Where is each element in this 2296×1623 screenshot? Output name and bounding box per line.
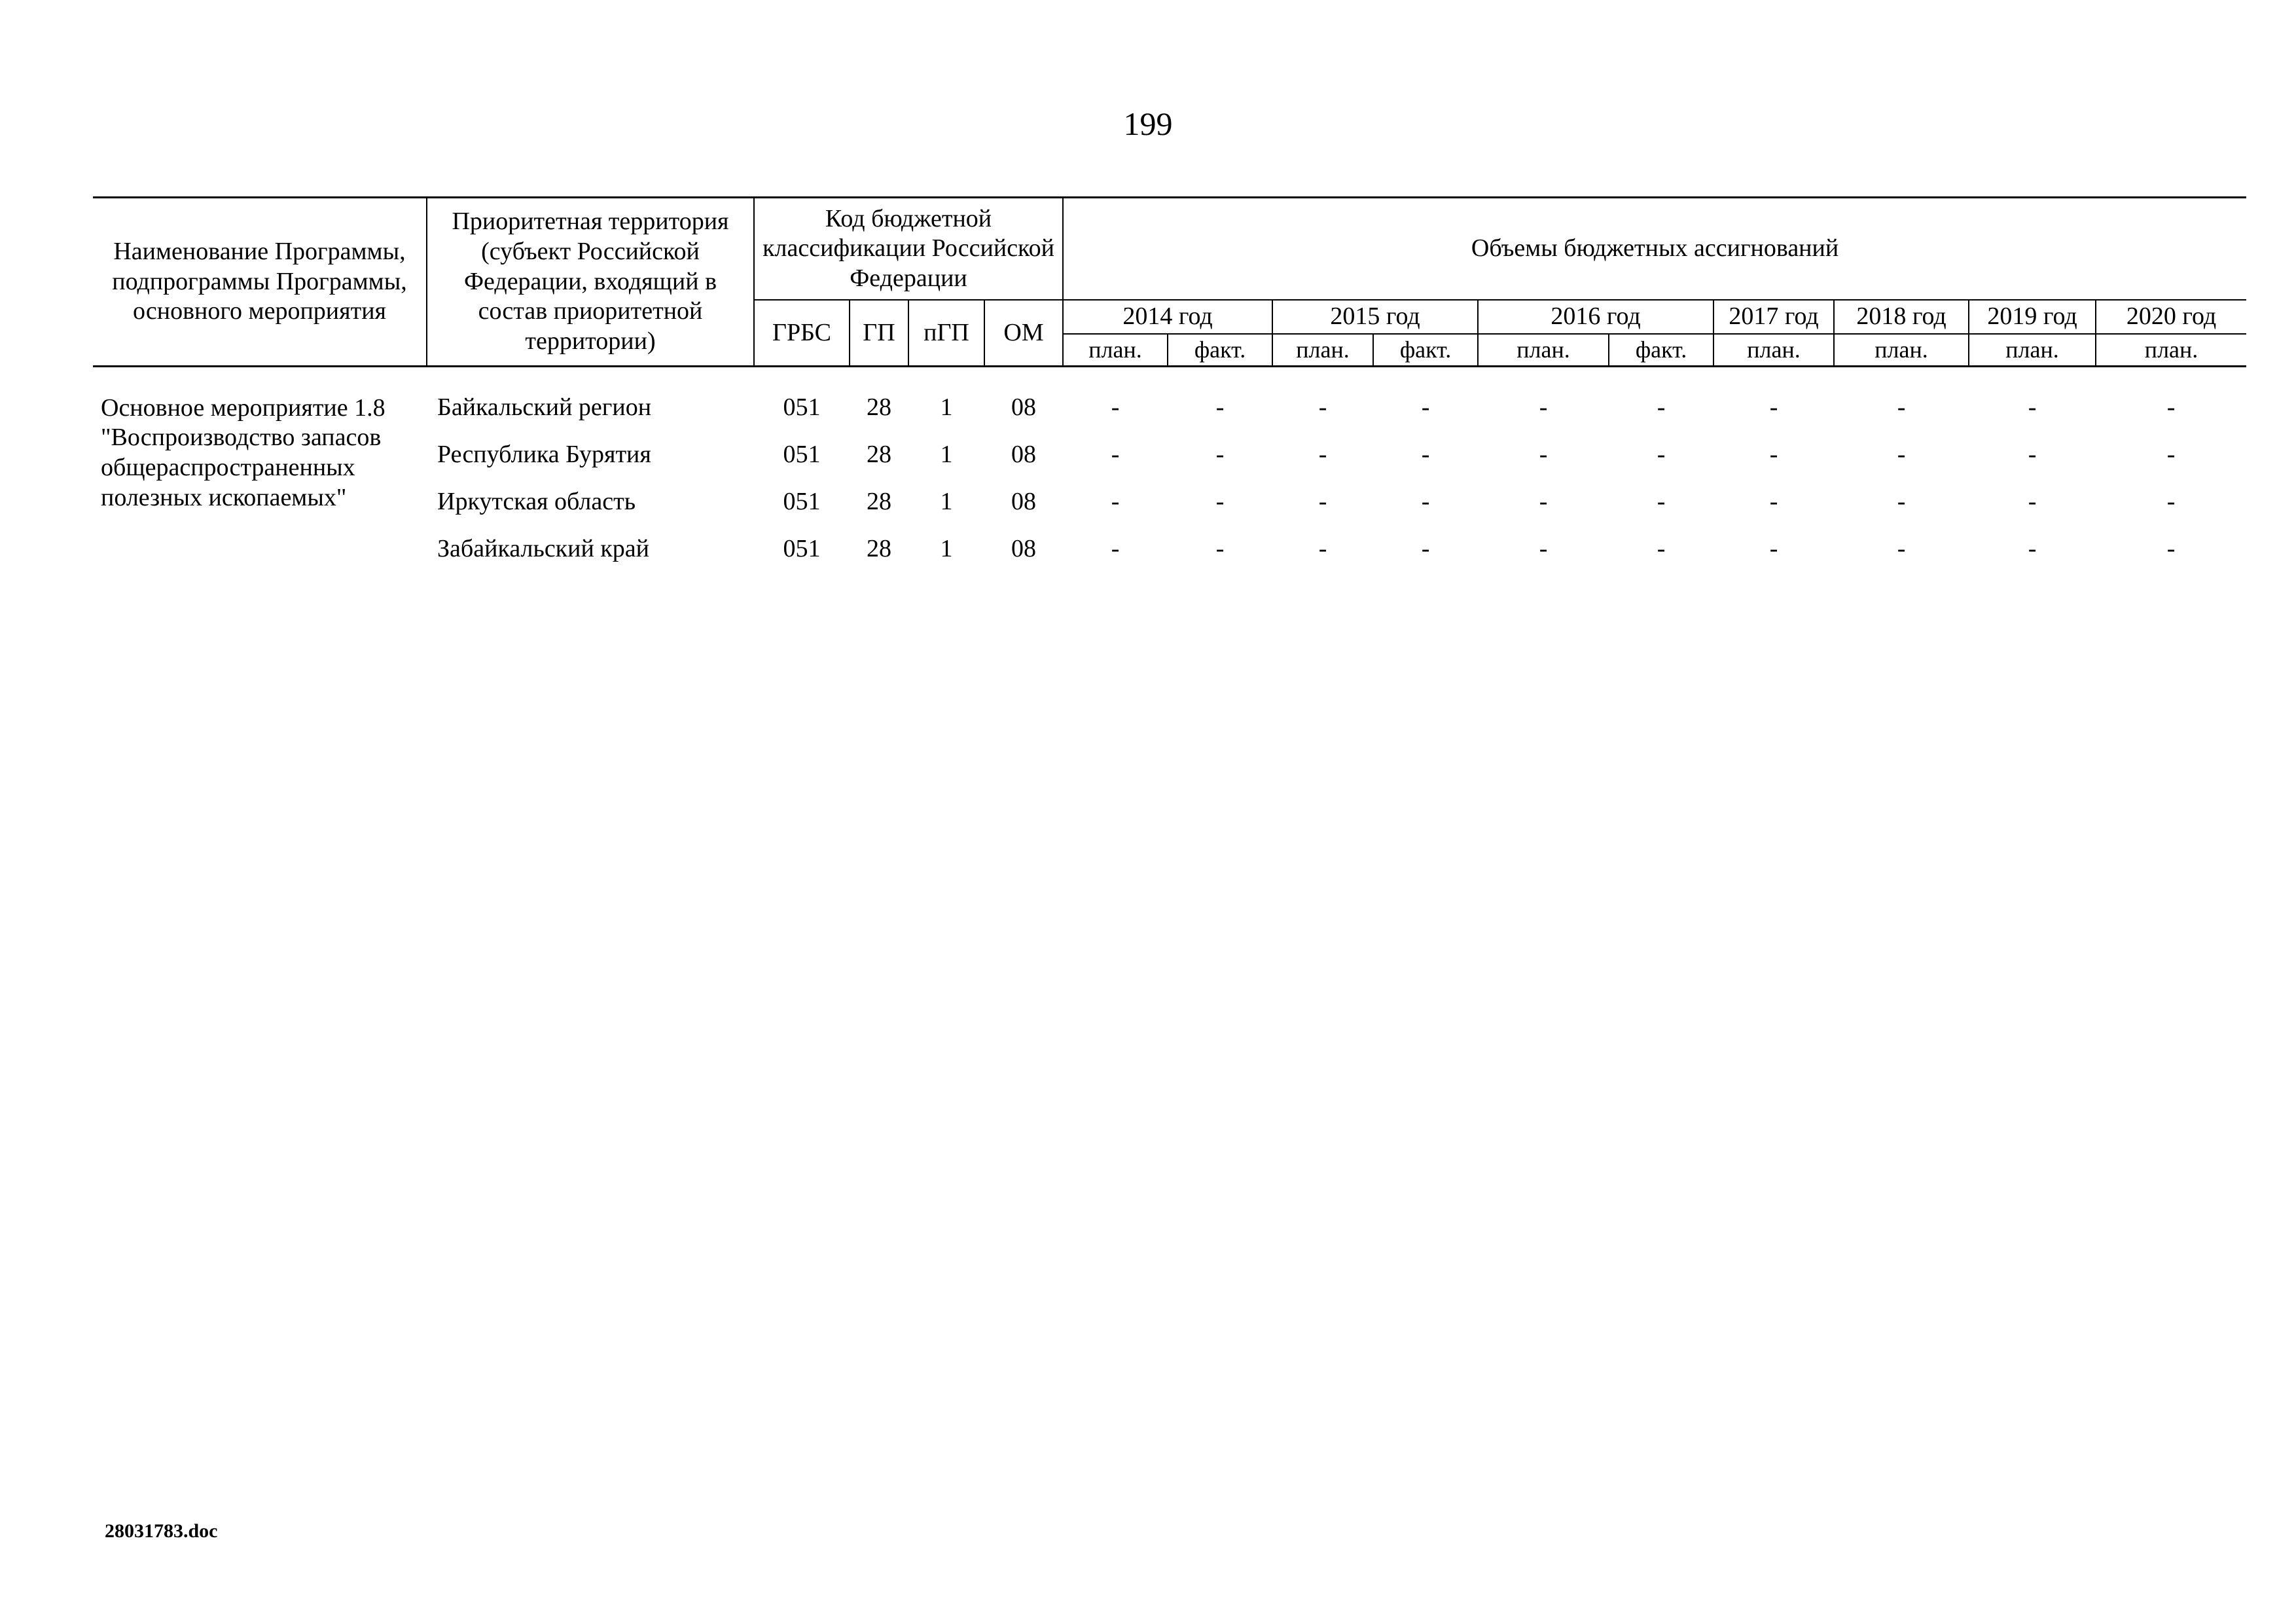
value-cell: - xyxy=(2166,534,2176,562)
header-2015-fact: факт. xyxy=(1373,334,1478,367)
value-cell: - xyxy=(2028,487,2037,515)
header-year-2020: 2020 год xyxy=(2096,300,2246,334)
value-cell: - xyxy=(2166,487,2176,515)
header-2014-fact: факт. xyxy=(1168,334,1272,367)
value-cell: - xyxy=(1111,534,1120,562)
pgp-cell: 1 xyxy=(940,440,953,468)
territory-cell: Байкальский регион xyxy=(437,393,652,421)
value-cell: - xyxy=(1111,487,1120,515)
header-territory: Приоритетная территория (субъект Российской Федерации, входящий в состав приоритетной территории) xyxy=(427,198,754,367)
gp-cell: 28 xyxy=(867,440,891,468)
value-cell: - xyxy=(1539,487,1548,515)
value-cell: - xyxy=(1897,534,1906,562)
gp-cell: 28 xyxy=(867,487,891,515)
om-cell: 08 xyxy=(1011,440,1037,468)
header-year-2019: 2019 год xyxy=(1969,300,2096,334)
page-number: 199 xyxy=(1123,105,1173,142)
value-cell: - xyxy=(1318,440,1327,468)
value-cell: - xyxy=(1769,487,1778,515)
document-id: 28031783.doc xyxy=(105,1520,218,1542)
value-cell: - xyxy=(1897,393,1906,421)
grbs-cell: 051 xyxy=(783,393,821,421)
value-cell: - xyxy=(1215,440,1225,468)
value-cell: - xyxy=(1421,487,1430,515)
value-cell: - xyxy=(1215,487,1225,515)
header-2016-plan: план. xyxy=(1478,334,1609,367)
value-cell: - xyxy=(1421,534,1430,562)
header-2017-plan: план. xyxy=(1713,334,1834,367)
value-cell: - xyxy=(1897,440,1906,468)
value-cell: - xyxy=(1657,393,1666,421)
header-gp: ГП xyxy=(850,300,908,366)
value-cell: - xyxy=(1769,440,1778,468)
value-cell: - xyxy=(1769,393,1778,421)
value-cell: - xyxy=(1111,440,1120,468)
value-cell: - xyxy=(2028,534,2037,562)
header-pgp: пГП xyxy=(908,300,984,366)
territory-cell: Забайкальский край xyxy=(437,534,649,562)
header-year-2014: 2014 год xyxy=(1063,300,1272,334)
header-program-name: Наименование Программы, подпрограммы Программы, основного мероприятия xyxy=(93,198,427,367)
header-2020-plan: план. xyxy=(2096,334,2246,367)
value-cell: - xyxy=(1215,534,1225,562)
value-cell: - xyxy=(1421,440,1430,468)
header-om: ОМ xyxy=(984,300,1063,366)
grbs-cell: 051 xyxy=(783,440,821,468)
header-year-2018: 2018 год xyxy=(1834,300,1969,334)
value-cell: - xyxy=(1539,393,1548,421)
pgp-cell: 1 xyxy=(940,393,953,421)
value-cell: - xyxy=(2028,393,2037,421)
header-2015-plan: план. xyxy=(1272,334,1373,367)
budget-table xyxy=(93,196,2246,573)
value-cell: - xyxy=(1657,440,1666,468)
territory-cell: Республика Бурятия xyxy=(437,440,651,468)
table-row xyxy=(93,384,2246,431)
value-cell: - xyxy=(1657,534,1666,562)
value-cell: - xyxy=(1318,487,1327,515)
om-cell: 08 xyxy=(1011,534,1037,562)
header-2014-plan: план. xyxy=(1063,334,1168,367)
header-2019-plan: план. xyxy=(1969,334,2096,367)
value-cell: - xyxy=(1897,487,1906,515)
header-budget-volumes: Объемы бюджетных ассигнований xyxy=(1063,198,2246,301)
territory-cell: Иркутская область xyxy=(437,487,636,515)
value-cell: - xyxy=(1539,440,1548,468)
value-cell: - xyxy=(1657,487,1666,515)
header-budget-code: Код бюджетной классификации Российской Федерации xyxy=(754,198,1063,301)
value-cell: - xyxy=(1318,534,1327,562)
value-cell: - xyxy=(1539,534,1548,562)
value-cell: - xyxy=(2166,393,2176,421)
value-cell: - xyxy=(1318,393,1327,421)
value-cell: - xyxy=(1215,393,1225,421)
program-name-cell: Основное мероприятие 1.8 "Воспроизводство запасов общераспространенных полезных ископаемых" xyxy=(101,393,386,511)
pgp-cell: 1 xyxy=(940,487,953,515)
header-2018-plan: план. xyxy=(1834,334,1969,367)
header-grbs: ГРБС xyxy=(754,300,850,366)
pgp-cell: 1 xyxy=(940,534,953,562)
value-cell: - xyxy=(1769,534,1778,562)
value-cell: - xyxy=(2166,440,2176,468)
value-cell: - xyxy=(1111,393,1120,421)
gp-cell: 28 xyxy=(867,393,891,421)
value-cell: - xyxy=(2028,440,2037,468)
om-cell: 08 xyxy=(1011,393,1037,421)
header-year-2015: 2015 год xyxy=(1272,300,1478,334)
grbs-cell: 051 xyxy=(783,487,821,515)
header-year-2016: 2016 год xyxy=(1478,300,1713,334)
header-2016-fact: факт. xyxy=(1609,334,1713,367)
value-cell: - xyxy=(1421,393,1430,421)
om-cell: 08 xyxy=(1011,487,1037,515)
header-year-2017: 2017 год xyxy=(1713,300,1834,334)
grbs-cell: 051 xyxy=(783,534,821,562)
gp-cell: 28 xyxy=(867,534,891,562)
